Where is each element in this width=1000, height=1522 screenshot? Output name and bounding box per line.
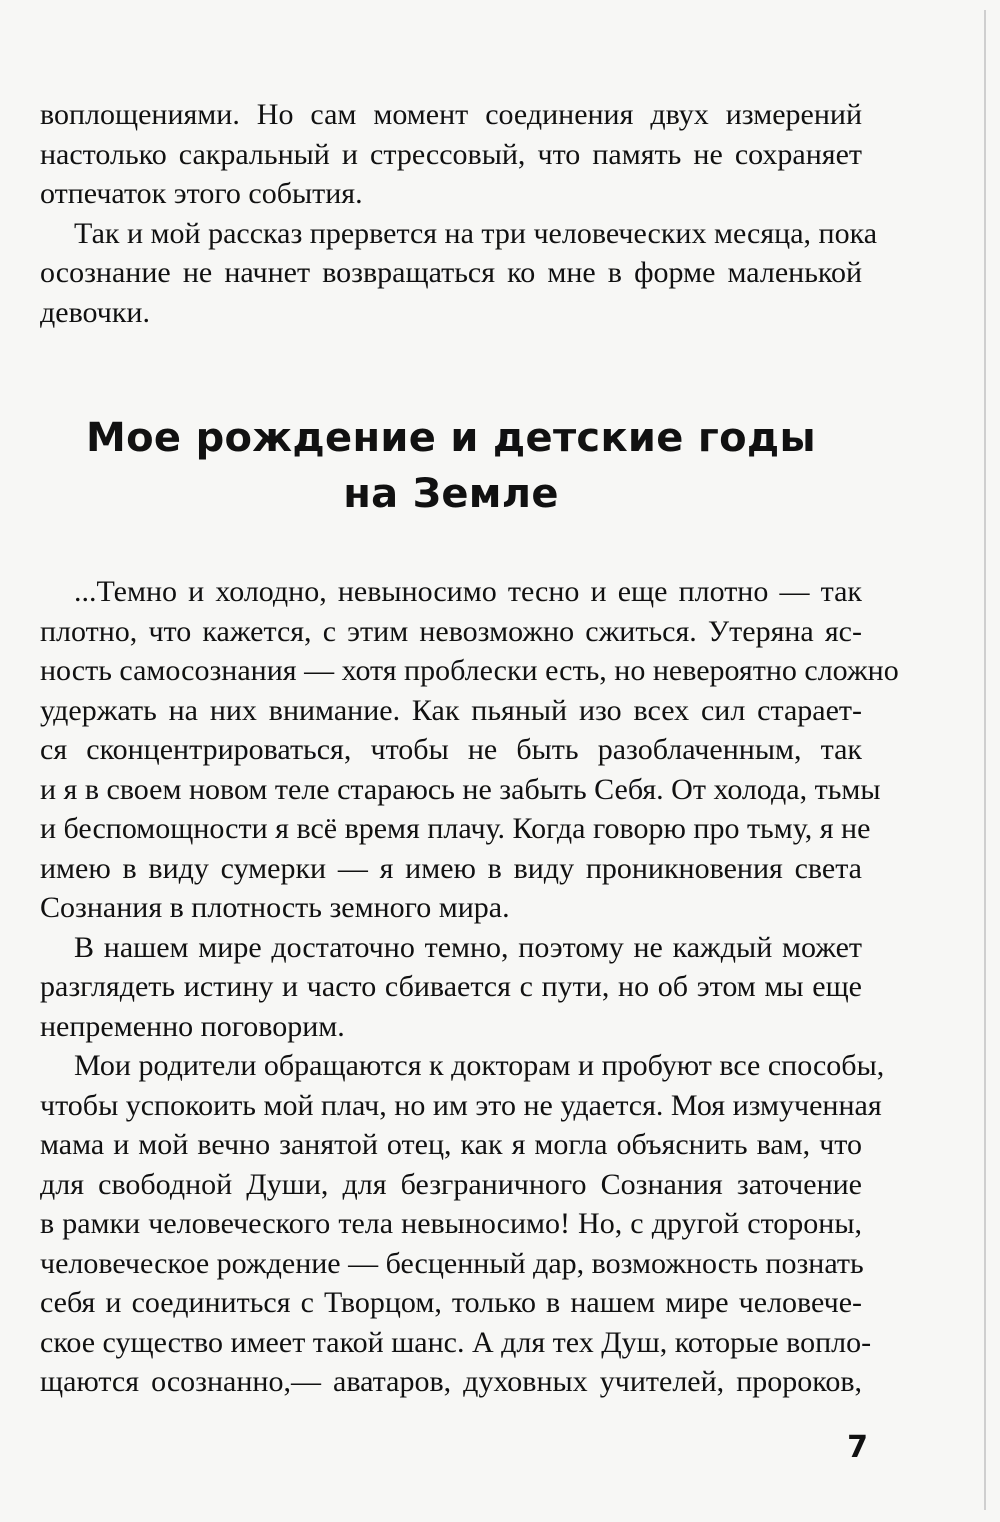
paragraph [40,214,878,333]
text-line: осознание не начнет возвращаться ко мне в форме маленькой [40,256,862,289]
text-line: воплощениями. Но сам момент соединения двух измерений [40,98,862,131]
page-number: 7 [847,1430,868,1465]
text-line: Мои родители обращаются к докторам и пробуют все способы, [74,1049,885,1082]
text-line: и я в своем новом теле стараюсь не забыть Себя. От холода, тьмы [40,772,881,806]
text-line: ся сконцентрироваться, чтобы не быть разоблаченным, так [40,733,862,766]
text-line: для свободной Души, для безграничного Сознания заточение [40,1167,862,1201]
text-line: удержать на них внимание. Как пьяный изо всех сил старает- [40,693,862,727]
chapter-heading [40,410,862,522]
text-line: девочки. [40,295,150,329]
text-line: в рамки человеческого тела невыносимо! Но, с другой стороны, [40,1207,862,1240]
paragraph [40,1046,885,1402]
paragraph [40,572,899,928]
text-line: непременно поговорим. [40,1009,345,1043]
text-line: отпечаток этого события. [40,177,363,210]
heading-line: на Земле [343,471,559,517]
text-block-main [40,572,899,1402]
text-line: ское существо имеет такой шанс. А для тех Душ, которые вопло- [40,1325,872,1359]
text-line: себя и соединиться с Творцом, только в нашем мире человече- [40,1286,862,1319]
text-line: человеческое рождение — бесценный дар, возможность познать [40,1246,864,1280]
text-line: и беспомощности я всё время плачу. Когда говорю про тьму, я не [40,812,871,845]
heading-line: Мое рождение и детские годы [86,415,816,461]
text-line: плотно, что кажется, с этим невозможно сжиться. Утеряна яс- [40,614,862,648]
text-line: Так и мой рассказ прервется на три человеческих месяца, пока [74,216,878,250]
text-block-top [40,95,878,332]
text-line: разглядеть истину и часто сбивается с пути, но об этом мы еще [40,970,862,1003]
text-line: чтобы успокоить мой плач, но им это не удается. Моя измученная [40,1088,882,1122]
text-line: В нашем мире достаточно темно, поэтому не каждый может [74,930,862,964]
text-line: имею в виду сумерки — я имею в виду проникновения света [40,851,862,885]
text-line: Сознания в плотность земного мира. [40,891,510,924]
text-line: мама и мой вечно занятой отец, как я могла объяснить вам, что [40,1128,862,1161]
text-line: настолько сакральный и стрессовый, что память не сохраняет [40,137,862,171]
text-line: ность самосознания — хотя проблески есть, но невероятно сложно [40,654,899,687]
page-edge-line [984,10,986,1510]
text-line: ...Темно и холодно, невыносимо тесно и еще плотно — так [74,575,862,608]
paragraph [40,928,862,1047]
text-line: щаются осознанно,— аватаров, духовных учителей, пророков, [40,1365,862,1398]
paragraph [40,95,862,214]
